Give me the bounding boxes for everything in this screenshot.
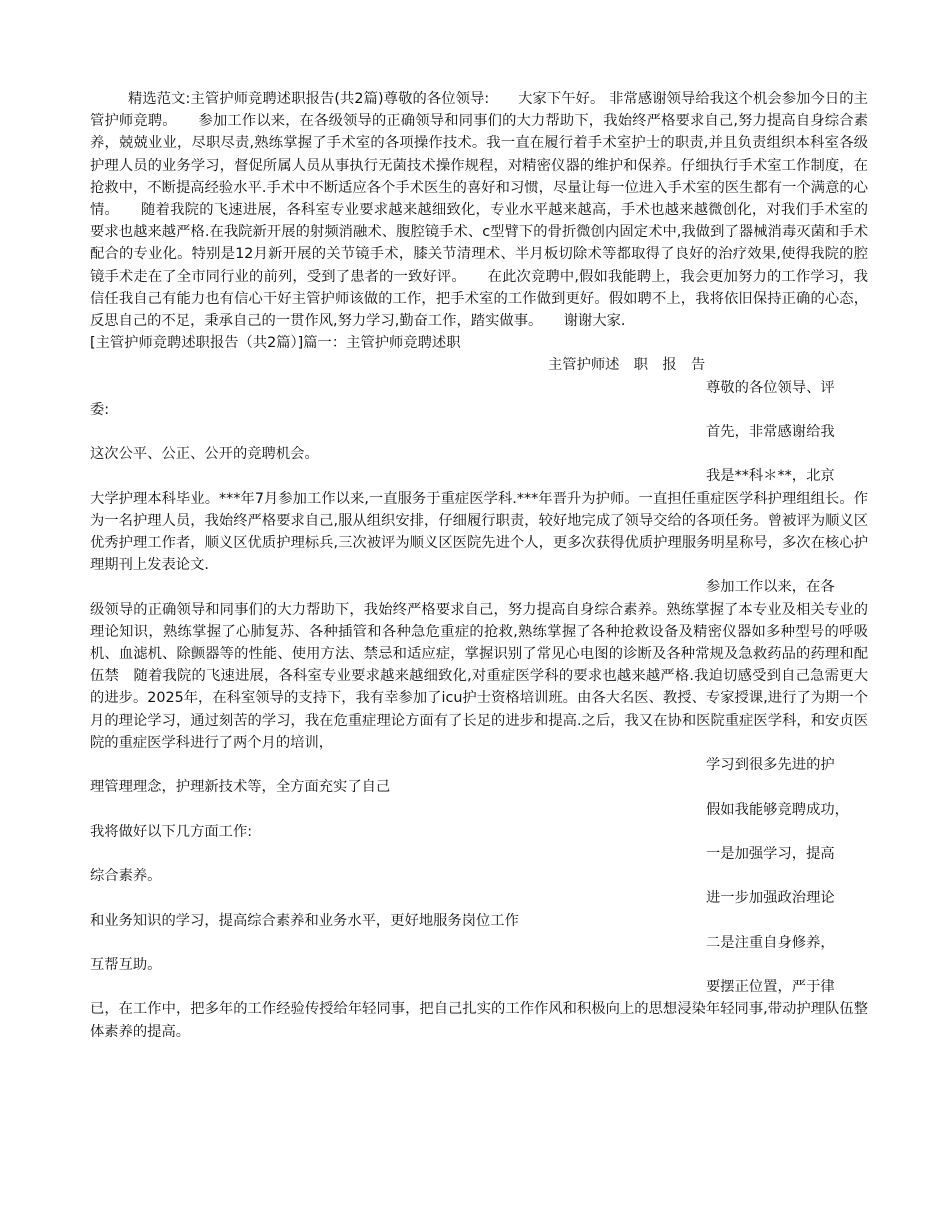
block-6 [90, 843, 868, 887]
block-5-text: 我将做好以下几方面工作: [90, 823, 253, 840]
block-0-lead: 尊敬的各位领导、评 [706, 379, 835, 396]
block-3-lead: 参加工作以来，在各 [706, 579, 835, 596]
block-0-text: 委: [90, 401, 110, 418]
block-8 [90, 932, 868, 976]
block-2-lead: 我是**科＊**，北京 [706, 468, 835, 485]
block-1 [90, 421, 868, 465]
block-4-lead: 学习到很多先进的护 [706, 757, 835, 774]
block-3 [90, 576, 868, 754]
block-8-text: 互帮互助。 [90, 956, 162, 973]
block-5-lead: 假如我能够竞聘成功， [706, 801, 849, 818]
block-1-lead: 首先，非常感谢给我 [706, 424, 835, 441]
block-3-text: 级领导的正确领导和同事们的大力帮助下，我始终严格要求自己，努力提高自身综合素养。熟练掌握了本专业及相关专业的理论知识，熟练掌握了心肺复苏、各种插管和各种急危重症的抢救,熟练掌握了各种抢救设备及精密仪器如多种型号的呼吸机、血滤机、除颤器等的性能、使用方法、禁忌和适应症，掌握识别了常见心电图的诊断及各种常规及急救药品的药理和配伍禁 随着我院的飞速进展，各科室专业要求越来越细致化,对重症医学科的要求也越来越严格.我迫切感受到自己急需更大的进步。2025年，在科室领导的支持下，我有幸参加了icu护士资格培训班。由各大名医、教授、专家授课,进行了为期一个月的理论学习，通过刻苦的学习，我在危重症理论方面有了长足的进步和提高.之后，我又在协和医院重症医学科，和安贞医院的重症医学科进行了两个月的培训， [90, 601, 868, 751]
intro-paragraph: 精选范文:主管护师竞聘述职报告(共2篇)尊敬的各位领导: 大家下午好。 非常感谢领导给我这个机会参加今日的主管护师竞聘。 参加工作以来，在各级领导的正确领导和同事们的大力帮助下，我始终严格要求自己,努力提高自身综合素养，兢兢业业，尽职尽责,熟练掌握了手术室的各项操作技术。我一直在履行着手术室护士的职责,并且负责组织本科室各级护理人员的业务学习，督促所属人员从事执行无菌技术操作规程，对精密仪器的维护和保养。仔细执行手术室工作制度，在抢救中，不断提高经验水平.手术中不断适应各个手术医生的喜好和习惯，尽量让每一位进入手术室的医生都有一个满意的心情。 随着我院的飞速进展，各科室专业要求越来越细致化，专业水平越来越高，手术也越来越微创化，对我们手术室的要求也越来越严格.在我院新开展的射频消融术、腹腔镜手术、c型臂下的骨折微创内固定术中,我做到了器械消毒灭菌和手术配合的专业化。特别是12月新开展的关节镜手术，膝关节清理术、半月板切除术等都取得了良好的治疗效果,使得我院的腔镜手术走在了全市同行业的前列，受到了患者的一致好评。 在此次竞聘中,假如我能聘上，我会更加努力的工作学习，我信任我自己有能力也有信心干好主管护师该做的工作，把手术室的工作做到更好。假如聘不上，我将依旧保持正确的心态，反思自己的不足，秉承自己的一贯作风,努力学习,勤奋工作，踏实做事。 谢谢大家. [90, 91, 868, 330]
block-9 [90, 976, 868, 1043]
block-1-text: 这次公平、公正、公开的竞聘机会。 [90, 446, 319, 463]
block-4-text: 理管理理念，护理新技术等，全方面充实了自己 [90, 779, 391, 796]
block-7-lead: 进一步加强政治理论 [706, 890, 835, 907]
block-7-text: 和业务知识的学习，提高综合素养和业务水平，更好地服务岗位工作 [90, 912, 519, 929]
block-2 [90, 465, 868, 576]
block-9-text: 已，在工作中，把多年的工作经验传授给年轻同事，把自己扎实的工作作风和积极向上的思想浸染年轻同事,带动护理队伍整体素养的提高。 [90, 1001, 868, 1040]
block-0 [90, 377, 868, 421]
report-title: 主管护师述 职 报 告 [548, 357, 706, 374]
document-page [90, 88, 868, 1043]
block-6-lead: 一是加强学习，提高 [706, 845, 835, 862]
section-heading: [主管护师竞聘述职报告（共2篇）]篇一：主管护师竞聘述职 [90, 335, 461, 352]
block-6-text: 综合素养。 [90, 868, 162, 885]
block-8-lead: 二是注重自身修养， [706, 934, 835, 951]
block-4 [90, 754, 868, 798]
block-2-text: 大学护理本科毕业。***年7月参加工作以来,一直服务于重症医学科.***年晋升为护师。一直担任重症医学科护理组组长。作为一名护理人员，我始终严格要求自己,服从组织安排，仔细履行职责，较好地完成了领导交给的各项任务。曾被评为顺义区优秀护理工作者，顺义区优质护理标兵,三次被评为顺义区医院先进个人，更多次获得优质护理服务明星称号，多次在核心护理期刊上发表论文. [90, 490, 868, 574]
block-9-lead: 要摆正位置，严于律 [706, 979, 835, 996]
block-7 [90, 887, 868, 931]
block-5 [90, 799, 868, 843]
